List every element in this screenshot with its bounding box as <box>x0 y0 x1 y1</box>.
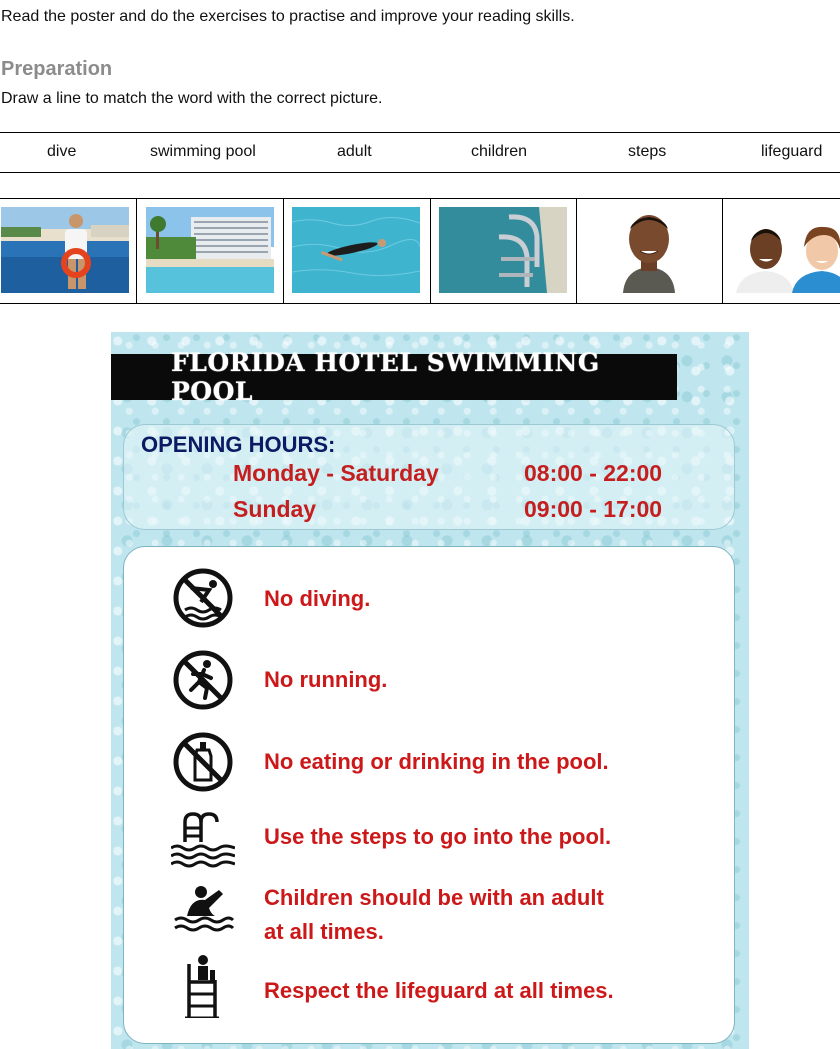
lifeguard-chair-icon <box>171 954 235 1018</box>
picture-cell-3 <box>284 199 431 303</box>
no-eating-drinking-icon <box>171 730 235 794</box>
word-dive: dive <box>47 143 77 160</box>
word-steps: steps <box>628 143 667 160</box>
swimming-pool-photo <box>146 207 274 293</box>
rule-text-3: No eating or drinking in the pool. <box>264 749 609 774</box>
child-swimming-icon <box>171 876 235 940</box>
lifeguard-photo <box>1 207 129 293</box>
rule-text-1: No diving. <box>264 586 371 611</box>
preparation-title: Preparation <box>1 58 113 80</box>
adult-photo <box>585 207 713 293</box>
word-swimming-pool: swimming pool <box>150 143 256 160</box>
rule-text-5a: Children should be with an adult <box>264 885 604 910</box>
hours-time-1: 08:00 - 22:00 <box>524 460 663 486</box>
word-adult: adult <box>337 143 372 160</box>
picture-cell-1 <box>0 199 137 303</box>
divider-words <box>0 172 840 173</box>
picture-cell-6 <box>723 199 840 303</box>
intro-text: Read the poster and do the exercises to practise and improve your reading skills. <box>1 8 575 25</box>
divider-top <box>0 132 840 133</box>
poster-title: FLORIDA HOTEL SWIMMING POOL <box>111 354 677 400</box>
rule-text-6: Respect the lifeguard at all times. <box>264 978 614 1003</box>
picture-cell-4 <box>431 199 577 303</box>
opening-hours-heading: OPENING HOURS: <box>141 432 336 457</box>
rule-text-2: No running. <box>264 667 388 692</box>
no-diving-icon <box>171 566 235 630</box>
hours-days-2: Sunday <box>233 496 317 522</box>
word-lifeguard: lifeguard <box>761 143 823 160</box>
steps-photo <box>439 207 567 293</box>
picture-cell-2 <box>137 199 284 303</box>
children-photo <box>732 207 840 293</box>
no-running-icon <box>171 648 235 712</box>
rule-text-5b: at all times. <box>264 919 384 944</box>
hours-days-1: Monday - Saturday <box>233 460 439 486</box>
rule-text-4: Use the steps to go into the pool. <box>264 824 612 849</box>
pool-poster <box>111 332 749 1049</box>
word-children: children <box>471 143 528 160</box>
hours-time-2: 09:00 - 17:00 <box>524 496 663 522</box>
picture-row <box>0 198 840 304</box>
pool-steps-icon <box>171 806 235 870</box>
word-row <box>0 143 840 165</box>
dive-photo <box>292 207 420 293</box>
picture-cell-5 <box>577 199 723 303</box>
preparation-instruction: Draw a line to match the word with the correct picture. <box>1 90 383 107</box>
